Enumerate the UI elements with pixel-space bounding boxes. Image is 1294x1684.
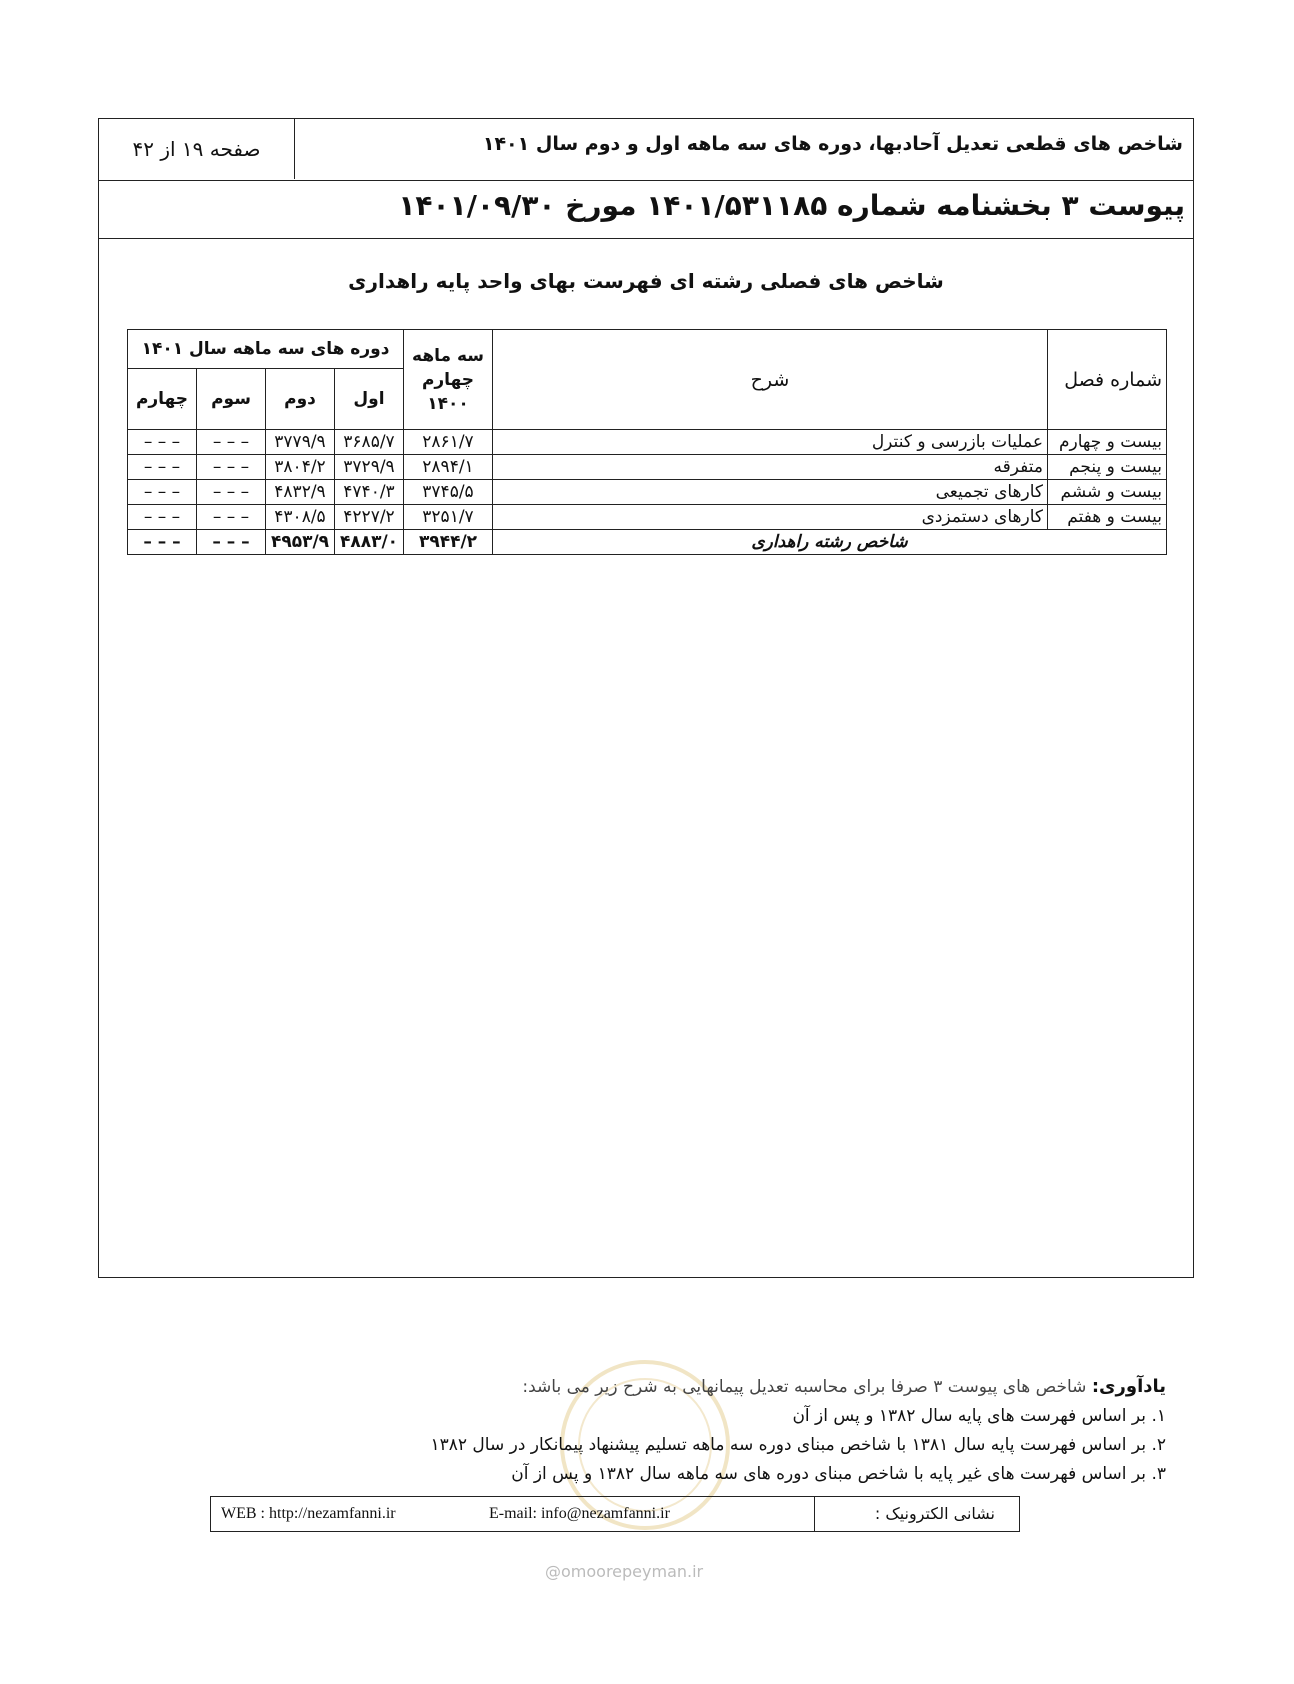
subtitle-row — [99, 181, 1193, 239]
col-desc-header: شرح — [493, 330, 1048, 430]
cell-prev: ۲۸۹۴/۱ — [404, 455, 493, 480]
note-intro-line — [431, 1372, 1167, 1402]
cell-q4: – – – — [128, 455, 197, 480]
cell-q3: – – – — [197, 455, 266, 480]
col-q1-header: اول — [335, 369, 404, 430]
reminder-note — [431, 1372, 1167, 1489]
contact-box — [210, 1496, 1020, 1532]
website-link[interactable]: WEB : http://nezamfanni.ir — [221, 1505, 396, 1522]
email-link[interactable]: E-mail: info@nezamfanni.ir — [489, 1505, 670, 1522]
table-row — [128, 455, 1167, 480]
col-q4-header: چهارم — [128, 369, 197, 430]
cell-q2: ۴۸۳۲/۹ — [266, 480, 335, 505]
cell-q4: – – – — [128, 430, 197, 455]
cell-total-prev: ۳۹۴۴/۲ — [404, 530, 493, 555]
cell-chapter: بیست و پنجم — [1048, 455, 1167, 480]
cell-total-q4: – – – — [128, 530, 197, 555]
header-row — [99, 119, 1193, 181]
cell-q1: ۳۶۸۵/۷ — [335, 430, 404, 455]
header-title: شاخص های قطعی تعدیل آحادبها، دوره های سه ماهه اول و دوم سال ۱۴۰۱ — [482, 133, 1183, 155]
table-row — [128, 505, 1167, 530]
cell-q1: ۴۷۴۰/۳ — [335, 480, 404, 505]
cell-q4: – – – — [128, 505, 197, 530]
cell-q2: ۳۸۰۴/۲ — [266, 455, 335, 480]
cell-q2: ۴۳۰۸/۵ — [266, 505, 335, 530]
note-item: ۱. بر اساس فهرست های پایه سال ۱۳۸۲ و پس از آن — [792, 1406, 1166, 1426]
note-lead: یادآوری: — [1091, 1376, 1166, 1397]
col-periods-header: دوره های سه ماهه سال ۱۴۰۱ — [128, 330, 404, 369]
note-item: ۳. بر اساس فهرست های غیر پایه با شاخص مبنای دوره های سه ماهه سال ۱۳۸۲ و پس از آن — [511, 1464, 1166, 1484]
cell-q1: ۴۲۲۷/۲ — [335, 505, 404, 530]
note-item: ۲. بر اساس فهرست پایه سال ۱۳۸۱ با شاخص مبنای دوره سه ماهه تسلیم پیشنهاد پیمانکار در سال ۱۳۸۲ — [430, 1435, 1166, 1455]
cell-desc: متفرقه — [493, 455, 1048, 480]
cell-q3: – – – — [197, 430, 266, 455]
contact-label: نشانی الکترونیک : — [814, 1497, 1019, 1531]
cell-desc: کارهای تجمیعی — [493, 480, 1048, 505]
table-row — [128, 480, 1167, 505]
col-chapter-header: شماره فصل — [1048, 330, 1167, 430]
cell-q4: – – – — [128, 480, 197, 505]
watermark-text: @omoorepeyman.ir — [545, 1562, 704, 1581]
cell-total-q2: ۴۹۵۳/۹ — [266, 530, 335, 555]
col-prev-header: سه ماهه چهارم ۱۴۰۰ — [404, 330, 493, 430]
circular-title: پیوست ۳ بخشنامه شماره ۱۴۰۱/۵۳۱۱۸۵ مورخ ۱۴۰۱/۰۹/۳۰ — [398, 189, 1185, 222]
cell-prev: ۳۲۵۱/۷ — [404, 505, 493, 530]
col-q3-header: سوم — [197, 369, 266, 430]
cell-chapter: بیست و ششم — [1048, 480, 1167, 505]
cell-q2: ۳۷۷۹/۹ — [266, 430, 335, 455]
cell-total-q3: – – – — [197, 530, 266, 555]
index-table — [127, 329, 1167, 555]
table-row — [128, 430, 1167, 455]
table-title: شاخص های فصلی رشته ای فهرست بهای واحد پایه راهداری — [348, 269, 944, 293]
cell-desc: کارهای دستمزدی — [493, 505, 1048, 530]
page-frame — [98, 118, 1194, 1278]
cell-q3: – – – — [197, 505, 266, 530]
cell-desc: عملیات بازرسی و کنترل — [493, 430, 1048, 455]
cell-chapter: بیست و چهارم — [1048, 430, 1167, 455]
note-intro: شاخص های پیوست ۳ صرفا برای محاسبه تعدیل پیمانهایی به شرح زیر می باشد: — [522, 1377, 1087, 1397]
table-total-row — [128, 530, 1167, 555]
cell-total-q1: ۴۸۸۳/۰ — [335, 530, 404, 555]
cell-prev: ۲۸۶۱/۷ — [404, 430, 493, 455]
cell-q3: – – – — [197, 480, 266, 505]
cell-prev: ۳۷۴۵/۵ — [404, 480, 493, 505]
cell-q1: ۳۷۲۹/۹ — [335, 455, 404, 480]
cell-chapter: بیست و هفتم — [1048, 505, 1167, 530]
col-q2-header: دوم — [266, 369, 335, 430]
cell-total-desc: شاخص رشته راهداری — [493, 530, 1167, 555]
page-number: صفحه ۱۹ از ۴۲ — [99, 119, 295, 179]
